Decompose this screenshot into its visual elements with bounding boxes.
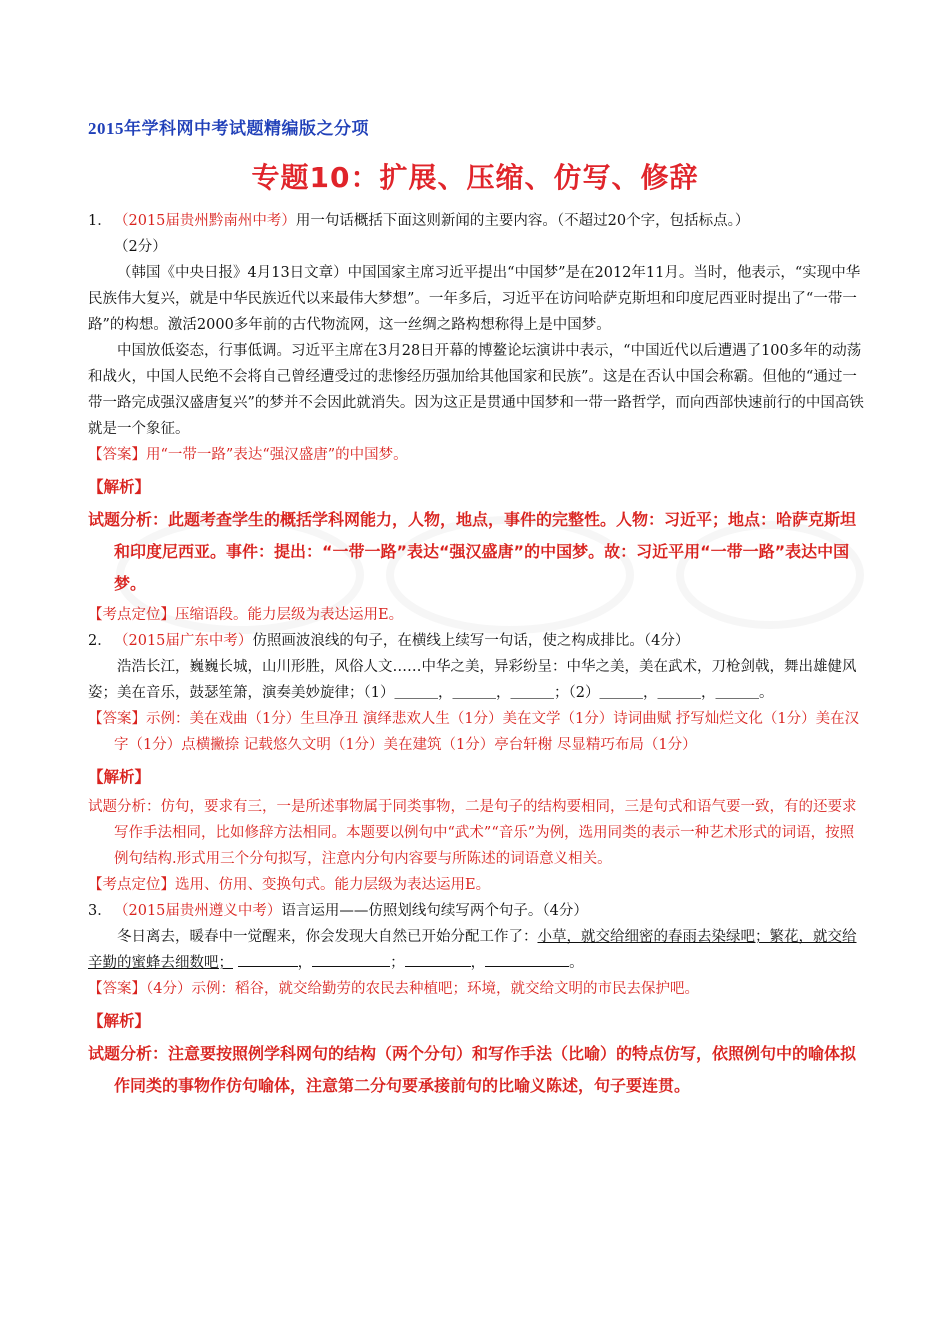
punctuation: ，: [470, 955, 486, 971]
analysis-heading: 【解析】: [88, 768, 151, 786]
answer: 【答案】用“一带一路”表达“强汉盛唐”的中国梦。: [88, 447, 408, 463]
answer-blank[interactable]: [485, 950, 569, 967]
question-1: [88, 208, 866, 260]
analysis-text: 试题分析：此题考查学生的概括学科网能力，人物，地点，事件的完整性。人物：习近平；地点：哈萨克斯坦和印度尼西亚。事件：提出：“一带一路”表达“强汉盛唐”的中国梦。故：习近平用“一带一路”表达中国梦。: [88, 510, 857, 593]
answer-blank[interactable]: [312, 950, 390, 967]
news-paragraph-2: 中国放低姿态，行事低调。习近平主席在3月28日开幕的博鳌论坛演讲中表示，“中国近代以后遭遇了100多年的动荡和战火，中国人民绝不会将自己曾经遭受过的悲惨经历强加给其他国家和民族”。这是在否认中国会称霸。但他的“通过一带一路完成强汉盛唐复兴”的梦并不会因此就消失。因为这正是贯通中国梦和一带一路哲学，而向西部快速前行的中国高铁就是一个象征。: [88, 343, 864, 437]
punctuation: ，: [297, 955, 313, 971]
question-prompt: 仿照画波浪线的句子，在横线上续写一句话，使之构成排比。（4分）: [252, 633, 690, 649]
question-3: [88, 898, 866, 924]
document-content: [88, 208, 866, 1102]
page-title: 专题10：扩展、压缩、仿写、修辞: [251, 161, 699, 194]
question-source: （2015届贵州黔南州中考）: [114, 213, 296, 229]
question-score: （2分）: [114, 239, 167, 255]
exam-point: 【考点定位】压缩语段。能力层级为表达运用E。: [88, 607, 404, 623]
question-prompt: 用一句话概括下面这则新闻的主要内容。（不超过20个字，包括标点。）: [295, 213, 750, 229]
question-2: [88, 628, 866, 654]
analysis-heading: 【解析】: [88, 1012, 151, 1030]
question-source: （2015届广东中考）: [114, 633, 253, 649]
example-sentence: 浩浩长江，巍巍长城，山川形胜，风俗人文……中华之美，异彩纷呈：中华之美，美在武术，刀枪剑戟，舞出雄健风姿；美在音乐，鼓瑟笙箫，演奏美妙旋律；（1）＿＿＿，＿＿＿，＿＿＿；（2）＿＿＿，＿＿＿，＿＿＿。: [88, 659, 857, 701]
answer-blank[interactable]: [238, 950, 298, 967]
analysis-text: 试题分析：注意要按照例学科网句的结构（两个分句）和写作手法（比喻）的特点仿写，依照例句中的喻体拟作同类的事物作仿句喻体，注意第二分句要承接前句的比喻义陈述，句子要连贯。: [88, 1044, 857, 1095]
answer-blank[interactable]: [405, 950, 471, 967]
answer: 【答案】（4分）示例：稻谷，就交给勤劳的农民去种植吧；环境，就交给文明的市民去保护吧。: [88, 981, 699, 997]
punctuation: 。: [569, 955, 584, 971]
news-paragraph-1: （韩国《中央日报》4月13日文章）中国国家主席习近平提出“中国梦”是在2012年11月。当时，他表示，“实现中华民族伟大复兴，就是中华民族近代以来最伟大梦想”。一年多后，习近平在访问哈萨克斯坦和印度尼西亚时提出了“一带一路”的构想。激活2000多年前的古代物流网，这一丝绸之路构想称得上是中国梦。: [88, 265, 861, 333]
question-number: 2．: [88, 633, 112, 649]
fill-in-text: [88, 924, 866, 976]
punctuation: ；: [390, 955, 405, 971]
analysis-heading: 【解析】: [88, 478, 151, 496]
question-number: 1．: [88, 213, 112, 229]
page-header: 2015年学科网中考试题精编版之分项: [88, 119, 369, 138]
answer: 【答案】示例：美在戏曲（1分）生旦净丑 演绎悲欢人生（1分）美在文学（1分）诗词曲赋 抒写灿烂文化（1分）美在汉字（1分）点横撇捺 记载悠久文明（1分）美在建筑（1分）亭台轩榭 尽显精巧布局（1分）: [88, 711, 860, 753]
text-lead: 冬日离去，暖春中一觉醒来，你会发现大自然已开始分配工作了：: [117, 929, 538, 945]
analysis-text: 试题分析：仿句，要求有三，一是所述事物属于同类事物，二是句子的结构要相同，三是句式和语气要一致，有的还要求写作手法相同，比如修辞方法相同。本题要以例句中“武术”“音乐”为例，选用同类的表示一种艺术形式的词语，按照例句结构.形式用三个分句拟写，注意内分句内容要与所陈述的词语意义相关。: [88, 799, 857, 867]
question-source: （2015届贵州遵义中考）: [114, 903, 282, 919]
question-number: 3．: [88, 903, 112, 919]
exam-point: 【考点定位】选用、仿用、变换句式。能力层级为表达运用E。: [88, 877, 491, 893]
underlined-sentence: 小草，就交给细密的春雨去染绿吧；繁花，就交给辛勤的蜜蜂去细数吧；: [88, 929, 857, 971]
question-prompt: 语言运用——仿照划线句续写两个句子。（4分）: [281, 903, 588, 919]
